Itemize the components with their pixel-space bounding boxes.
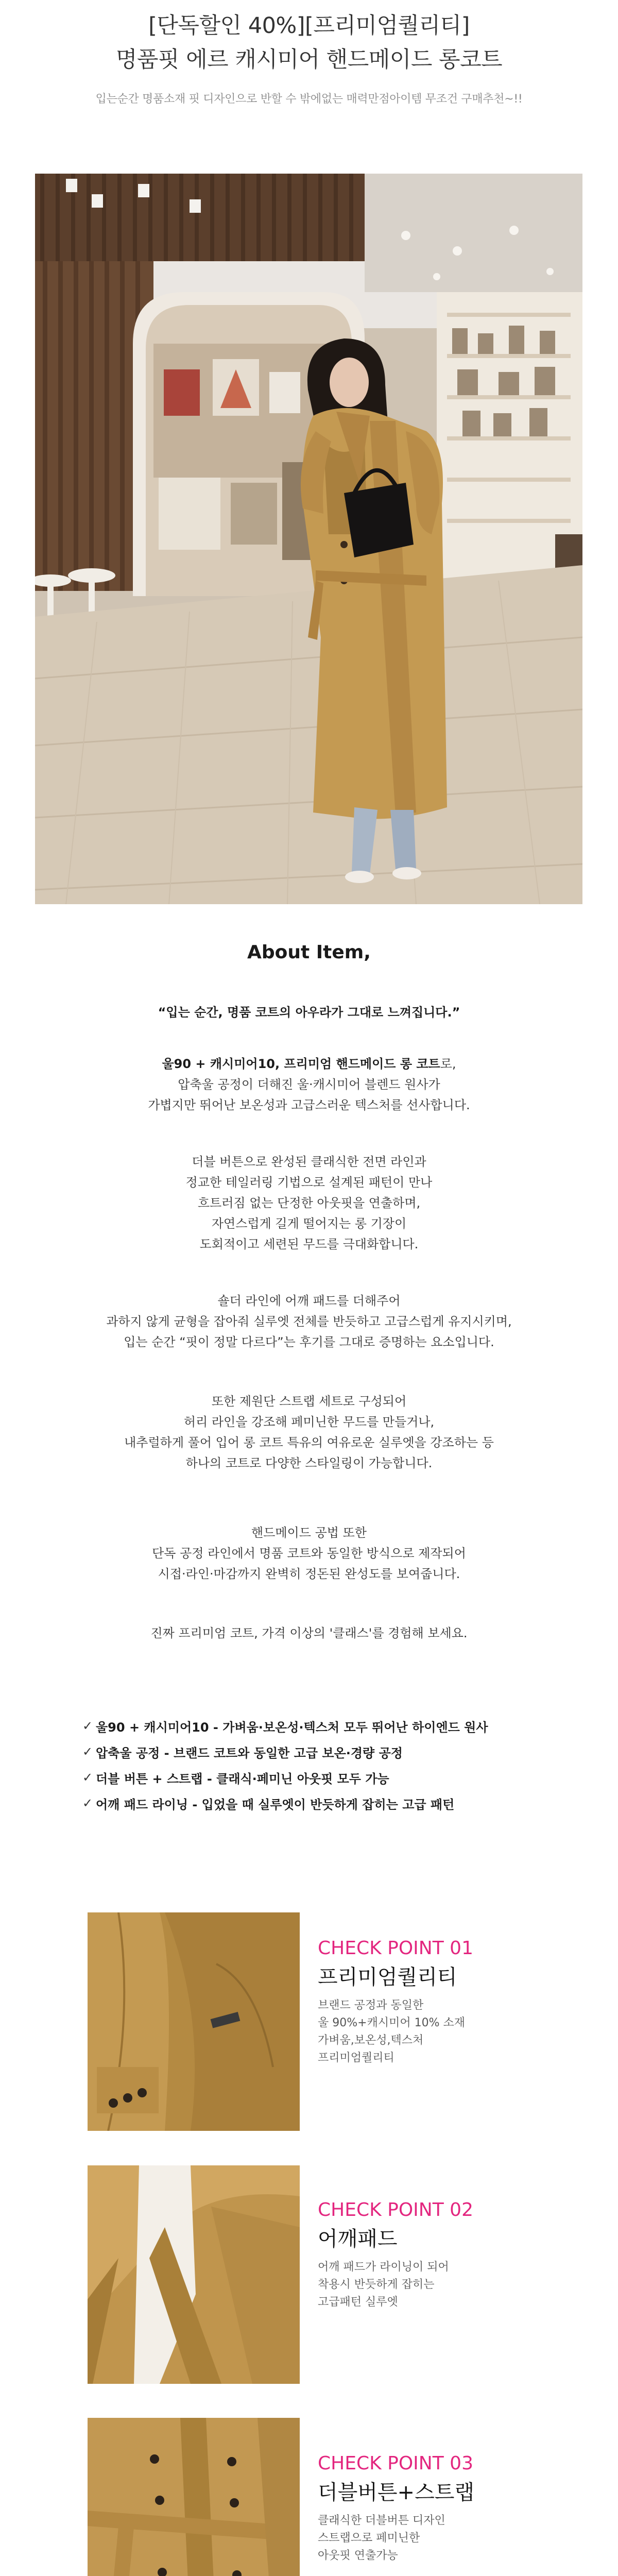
about-p5-line: 핸드메이드 공법 또한 (251, 1526, 367, 1540)
checkpoint-2-text (318, 2199, 575, 2311)
checkpoint-3-text (318, 2452, 575, 2565)
about-p3-line: 과하지 않게 균형을 잡아줘 실루엣 전체를 반듯하고 고급스럽게 유지시키며, (106, 1314, 512, 1329)
product-title-line2: 명품핏 에르 캐시미어 핸드메이드 롱코트 (115, 47, 503, 73)
checkpoint-2-photo (88, 2165, 300, 2384)
checklist-text: 어깨 패드 라이닝 - 입었을 때 실루엣이 반듯하게 잡히는 고급 패턴 (96, 1797, 455, 1812)
about-p1-line3: 가볍지만 뛰어난 보온성과 고급스러운 텍스처를 선사합니다. (148, 1098, 470, 1112)
checkpoint-1-photo (88, 1912, 300, 2131)
feature-checklist (82, 1713, 577, 1816)
about-p6-line: 진짜 프리미엄 코트, 가격 이상의 '클래스'를 경험해 보세요. (150, 1626, 468, 1640)
checklist-item (82, 1713, 577, 1739)
checkpoint-1-label: CHECK POINT 01 (318, 1938, 473, 1959)
checkpoint-desc-line: 아웃핏 연출가능 (318, 2549, 398, 2562)
about-paragraph-3 (0, 1291, 618, 1352)
checkpoint-2-title: 어깨패드 (318, 2227, 398, 2251)
checkpoint-desc-line: 고급패턴 실루엣 (318, 2296, 398, 2309)
about-p2-line: 자연스럽게 길게 떨어지는 롱 기장이 (211, 1216, 407, 1231)
product-title-line1: [단독할인 40%][프리미엄퀄리티] (148, 13, 470, 39)
checkpoint-desc-line: 어깨 패드가 라이닝이 되어 (318, 2261, 449, 2274)
about-p4-line: 허리 라인을 강조해 페미닌한 무드를 만들거나, (183, 1415, 435, 1429)
about-p1-line2: 압축울 공정이 더해진 울·캐시미어 블렌드 원사가 (178, 1077, 440, 1092)
checkpoint-3-photo (88, 2418, 300, 2576)
check-icon: ✓ (82, 1796, 93, 1810)
about-p2-line: 정교한 테일러링 기법으로 설계된 패턴이 만나 (185, 1175, 433, 1190)
checkpoint-desc-line: 브랜드 공정과 동일한 (318, 1999, 424, 2012)
checkpoint-desc-line: 스트랩으로 페미닌한 (318, 2532, 420, 2545)
product-subtitle: 입는순간 명품소재 핏 디자인으로 반할 수 밖에없는 매력만점아이템 무조건 구매추천~!! (95, 93, 523, 106)
checkpoint-2-desc (318, 2259, 575, 2311)
about-paragraph-5 (0, 1522, 618, 1584)
checkpoint-desc-line: 울 90%+캐시미어 10% 소재 (318, 2016, 465, 2029)
about-paragraph-6 (0, 1623, 618, 1643)
about-paragraph-2 (0, 1151, 618, 1255)
checklist-item (82, 1790, 577, 1816)
checkpoint-2-label: CHECK POINT 02 (318, 2199, 473, 2221)
about-p5-line: 시접·라인·마감까지 완벽히 정돈된 완성도를 보여줍니다. (158, 1567, 460, 1581)
about-p2-line: 도회적이고 세련된 무드를 극대화합니다. (199, 1237, 419, 1251)
about-p2-line: 흐트러짐 없는 단정한 아웃핏을 연출하며, (197, 1196, 421, 1210)
checklist-text: 압축울 공정 - 브랜드 코트와 동일한 고급 보온·경량 공정 (96, 1745, 403, 1760)
checkpoint-3-desc (318, 2512, 575, 2565)
checkpoint-1-title: 프리미엄퀄리티 (318, 1965, 457, 1989)
about-p1-line1 (0, 1054, 618, 1074)
about-quote-text: “입는 순간, 명품 코트의 아우라가 그대로 느껴집니다.” (158, 1005, 460, 1020)
about-p3-line: 숄더 라인에 어깨 패드를 더해주어 (217, 1294, 401, 1308)
checklist-text: 더블 버튼 + 스트랩 - 클래식·페미닌 아웃핏 모두 가능 (96, 1771, 389, 1786)
about-paragraph-1 (0, 1054, 618, 1115)
about-p2-line: 더블 버튼으로 완성된 클래식한 전면 라인과 (192, 1155, 426, 1169)
checkpoint-desc-line: 프리미엄퀄리티 (318, 2052, 394, 2064)
check-icon: ✓ (82, 1744, 93, 1759)
checklist-text: 울90 + 캐시미어10 - 가벼움·보온성·텍스처 모두 뛰어난 하이엔드 원사 (96, 1720, 488, 1735)
about-item-heading: About Item, (247, 942, 371, 963)
about-p5-line: 단독 공정 라인에서 명품 코트와 동일한 방식으로 제작되어 (152, 1546, 466, 1561)
about-p3-line: 입는 순간 “핏이 정말 다르다”는 후기를 그대로 증명하는 요소입니다. (124, 1335, 494, 1349)
about-p1-rest: 로, (440, 1057, 456, 1071)
about-paragraph-4 (0, 1391, 618, 1473)
checkpoint-1-desc (318, 1997, 575, 2067)
about-p4-line: 내추럴하게 풀어 입어 롱 코트 특유의 여유로운 실루엣을 강조하는 등 (124, 1435, 494, 1450)
main-product-photo (35, 174, 582, 904)
checkpoint-1-text (318, 1937, 575, 2067)
check-icon: ✓ (82, 1719, 93, 1733)
checkpoint-desc-line: 클래식한 더블버튼 디자인 (318, 2514, 445, 2527)
checklist-item (82, 1739, 577, 1765)
about-p4-line: 또한 제원단 스트랩 세트로 구성되어 (211, 1394, 407, 1409)
checkpoint-3-title: 더블버튼+스트랩 (318, 2481, 474, 2504)
about-p1-bold: 울90 + 캐시미어10, 프리미엄 핸드메이드 롱 코트 (162, 1057, 440, 1071)
checklist-item (82, 1765, 577, 1790)
about-quote (0, 1002, 618, 1023)
about-p4-line: 하나의 코트로 다양한 스타일링이 가능합니다. (185, 1456, 433, 1470)
check-icon: ✓ (82, 1770, 93, 1785)
checkpoint-desc-line: 착용시 반듯하게 잡히는 (318, 2278, 435, 2291)
checkpoint-desc-line: 가벼움,보온성,텍스처 (318, 2034, 424, 2047)
checkpoint-3-label: CHECK POINT 03 (318, 2453, 473, 2474)
